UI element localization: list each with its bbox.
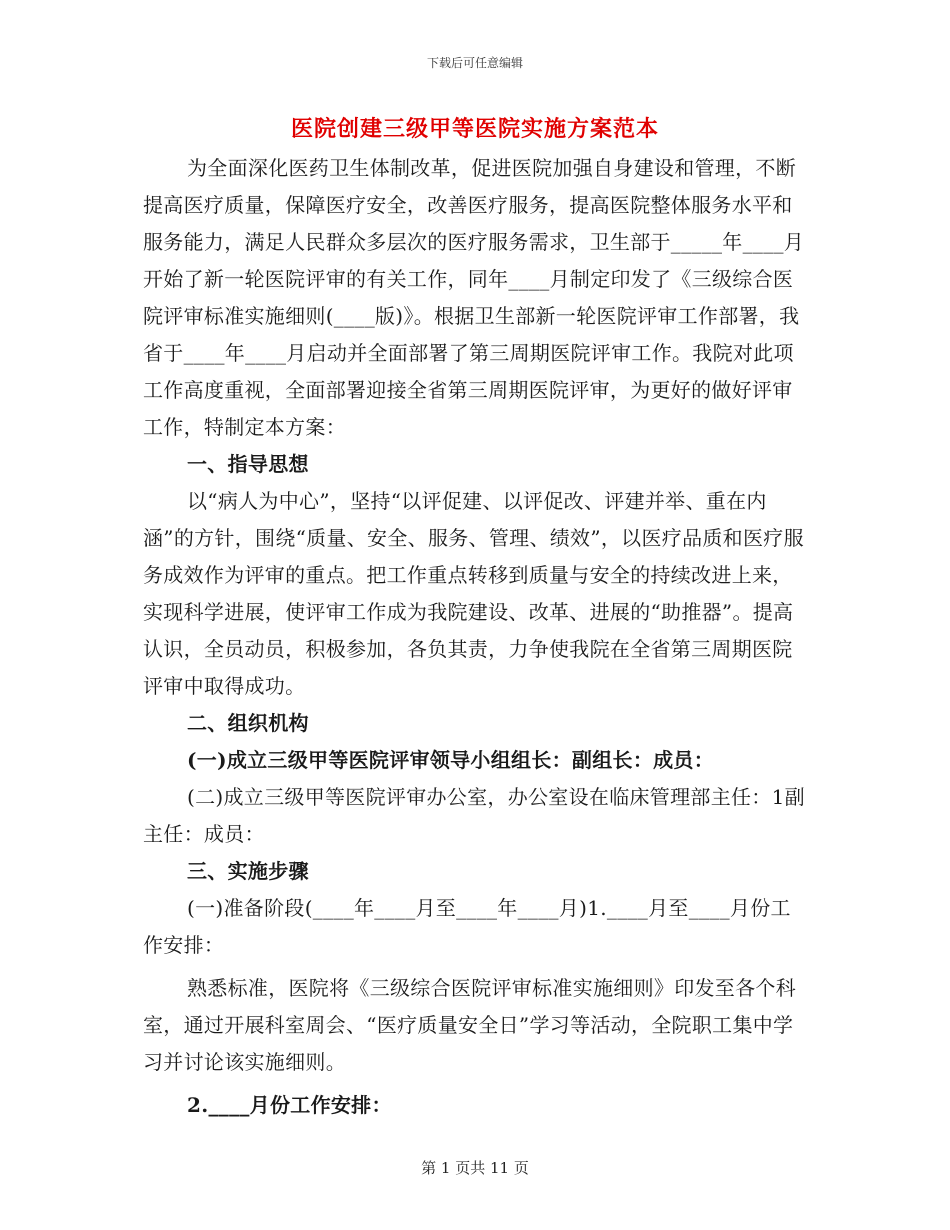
organization-item-leadership-group: (一)成立三级甲等医院评审领导小组组长：副组长：成员： (187, 748, 715, 772)
section-heading-organization: 二、组织机构 (187, 711, 309, 735)
implementation-item-month-2: 2.____月份工作安排： (187, 1093, 392, 1117)
organization-item-office: (二)成立三级甲等医院评审办公室，办公室设在临床管理部主任：1副主任：成员： (143, 785, 805, 846)
section-heading-implementation-steps: 三、实施步骤 (187, 859, 309, 883)
guiding-ideology-paragraph: 以“病人为中心”，坚持“以评促建、以评促改、评建并举、重在内涵”的方针，围绕“质量、安全、服务、管理、绩效”，以医疗品质和医疗服务成效作为评审的重点。把工作重点转移到质量与安全的持续改进上来，实现科学进展，使评审工作成为我院建设、改革、进展的“助推器”。提高认识，全员动员，积极参加，各负其责，力争使我院在全省第三周期医院评审中取得成功。 (143, 489, 804, 698)
implementation-paragraph: 熟悉标准，医院将《三级综合医院评审标准实施细则》印发至各个科室，通过开展科室周会、“医疗质量安全日”学习等活动，全院职工集中学习并讨论该实施细则。 (143, 976, 796, 1074)
intro-paragraph: 为全面深化医药卫生体制改革，促进医院加强自身建设和管理，不断提高医疗质量，保障医疗安全，改善医疗服务，提高医院整体服务水平和服务能力，满足人民群众多层次的医疗服务需求，卫生部于_____年____月开始了新一轮医院评审的有关工作，同年____月制定印发了《三级综合医院评审标准实施细则(____版)》。根据卫生部新一轮医院评审工作部署，我省于____年____月启动并全面部署了第三周期医院评审工作。我院对此项工作高度重视，全面部署迎接全省第三周期医院评审，为更好的做好评审工作，特制定本方案： (143, 156, 805, 439)
header-note: 下载后可任意编辑 (426, 56, 523, 70)
implementation-item-preparation: (一)准备阶段(____年____月至____年____月)1.____月至____月份工作安排： (143, 896, 791, 957)
section-heading-guiding-ideology: 一、指导思想 (187, 452, 309, 476)
document-title: 医院创建三级甲等医院实施方案范本 (290, 116, 659, 142)
page-footer: 第 1 页共 11 页 (421, 1159, 529, 1177)
document-body (143, 150, 807, 1124)
